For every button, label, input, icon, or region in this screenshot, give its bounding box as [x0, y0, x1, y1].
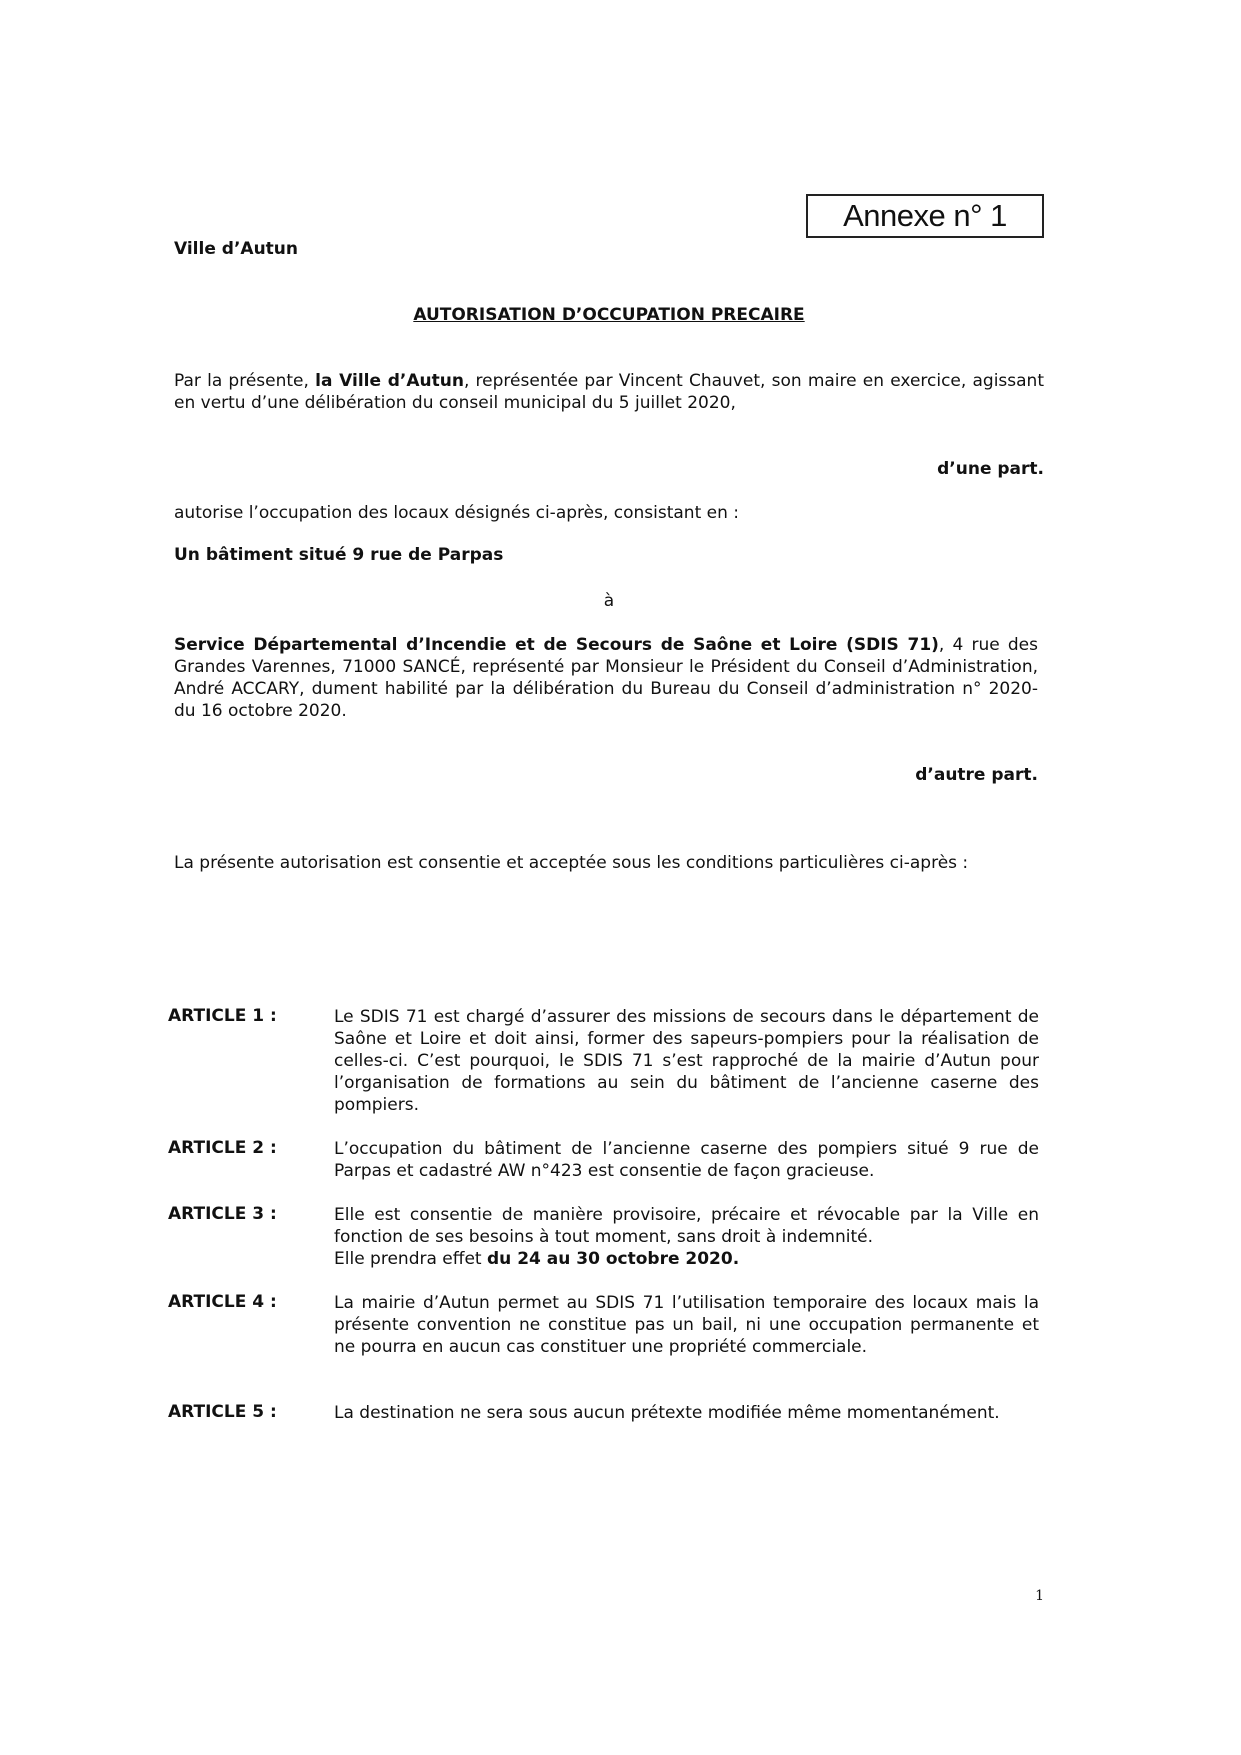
article-2-text: L’occupation du bâtiment de l’ancienne caserne des pompiers situé 9 rue de Parpas et cadastré AW n°423 est consentie de façon gracieuse. [334, 1139, 1039, 1181]
intro-paragraph [174, 370, 1044, 414]
article-3-line1: Elle est consentie de manière provisoire, précaire et révocable par la Ville en fonction de ses besoins à tout moment, sans droit à indemnité. [334, 1205, 1039, 1247]
article-2-label: ARTICLE 2 : [168, 1138, 277, 1158]
city-name: Ville d’Autun [174, 239, 299, 259]
beneficiary-rest: , 4 rue des Grandes Varennes, 71000 SANCÉ, représenté par Monsieur le Président du Conseil d’Administration, André ACCARY, dument habilité par la délibération du Bureau du Conseil d’administration n° 2020- du 16 octobre 2020. [174, 635, 1039, 721]
part-two-label: d’autre part. [915, 765, 1038, 785]
article-3-line2 [334, 1248, 1039, 1270]
article-3-effect-dates: du 24 au 30 octobre 2020. [487, 1249, 740, 1269]
article-1-label: ARTICLE 1 : [168, 1006, 277, 1026]
article-3-text [334, 1204, 1039, 1270]
article-1-text: Le SDIS 71 est chargé d’assurer des missions de secours dans le département de Saône et Loire et doit ainsi, former des sapeurs-pompiers pour la réalisation de celles-ci. C’est pourquoi, le SDIS 71 s’est rapproché de la mairie d’Autun pour l’organisation de formations au sein du bâtiment de l’ancienne caserne des pompiers. [334, 1007, 1039, 1115]
to-connector: à [603, 591, 615, 611]
article-5-label: ARTICLE 5 : [168, 1402, 277, 1422]
document-title: AUTORISATION D’OCCUPATION PRECAIRE [413, 305, 805, 325]
article-3-effect-prefix: Elle prendra effet [334, 1249, 487, 1269]
part-one-label: d’une part. [937, 459, 1044, 479]
page-number: 1 [1035, 1588, 1044, 1604]
conditions-intro: La présente autorisation est consentie et acceptée sous les conditions particulières ci-après : [174, 853, 969, 873]
beneficiary-name: Service Départemental d’Incendie et de Secours de Saône et Loire (SDIS 71) [174, 635, 939, 655]
article-4-label: ARTICLE 4 : [168, 1292, 277, 1312]
article-4-text: La mairie d’Autun permet au SDIS 71 l’utilisation temporaire des locaux mais la présente convention ne constitue pas un bail, ni une occupation permanente et ne pourra en aucun cas constituer une propriété commerciale. [334, 1293, 1039, 1357]
intro-prefix: Par la présente, [174, 371, 316, 391]
intro-party: la Ville d’Autun [315, 371, 464, 391]
authorization-text: autorise l’occupation des locaux désignés ci-après, consistant en : [174, 503, 740, 523]
intro-rest: , représentée par Vincent Chauvet, son maire en exercice, agissant en vertu d’une délibération du conseil municipal du 5 juillet 2020, [174, 371, 1044, 413]
article-5-text: La destination ne sera sous aucun prétexte modifiée même momentanément. [334, 1403, 1000, 1423]
beneficiary-paragraph [174, 634, 1038, 722]
annex-label: Annexe n° 1 [806, 194, 1044, 238]
article-3-label: ARTICLE 3 : [168, 1204, 277, 1224]
building-description: Un bâtiment situé 9 rue de Parpas [174, 545, 504, 565]
